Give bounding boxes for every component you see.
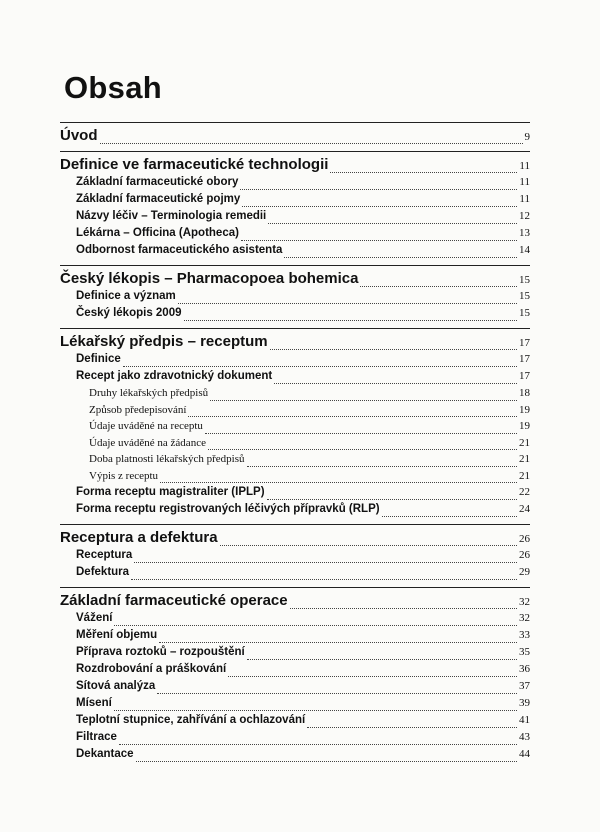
- toc-entry-label: Základní farmaceutické operace: [60, 592, 288, 609]
- dot-leader: [284, 256, 517, 258]
- toc-page-number: 36: [519, 663, 530, 675]
- toc-page-number: 9: [524, 131, 530, 143]
- toc-page-number: 37: [519, 680, 530, 692]
- toc-chapter[interactable]: [60, 525, 530, 549]
- toc-subentry[interactable]: [60, 748, 530, 765]
- toc-entry-label: Filtrace: [76, 731, 117, 743]
- toc-entry-label: Způsob předepisování: [89, 403, 187, 416]
- toc-page-number: 35: [519, 646, 530, 658]
- dot-leader: [210, 399, 517, 401]
- toc-subentry[interactable]: [60, 663, 530, 680]
- toc-entry-label: Rozdrobování a práškování: [76, 663, 227, 675]
- toc-subentry[interactable]: [60, 503, 530, 520]
- toc-entry-label: Sítová analýza: [76, 680, 156, 692]
- toc-subentry[interactable]: [60, 486, 530, 503]
- toc-entry-label: Lékařský předpis – receptum: [60, 333, 268, 350]
- dot-leader: [240, 188, 517, 190]
- toc-page-number: 39: [519, 697, 530, 709]
- toc-entry-label: Názvy léčiv – Terminologia remedii: [76, 210, 267, 222]
- toc-subentry[interactable]: [60, 353, 530, 370]
- toc-page-number: 17: [519, 353, 530, 365]
- toc-entry-label: Dekantace: [76, 748, 134, 760]
- dot-leader: [268, 222, 517, 224]
- toc-entry-label: Příprava roztoků – rozpouštění: [76, 646, 245, 658]
- toc-page-number: 22: [519, 486, 530, 498]
- dot-leader: [307, 726, 517, 728]
- toc-entry-label: Forma receptu registrovaných léčivých přípravků (RLP): [76, 503, 380, 515]
- toc-entry-label: Český lékopis 2009: [76, 307, 182, 319]
- toc-section: [60, 587, 530, 765]
- toc-page-number: 33: [519, 629, 530, 641]
- toc-page-number: 12: [519, 210, 530, 222]
- dot-leader: [360, 285, 517, 287]
- toc-subentry[interactable]: [60, 227, 530, 244]
- toc-chapter[interactable]: [60, 266, 530, 290]
- toc-subentry[interactable]: [60, 290, 530, 307]
- toc-entry-label: Defektura: [76, 566, 130, 578]
- toc-subentry[interactable]: [60, 714, 530, 731]
- toc-chapter[interactable]: [60, 123, 530, 147]
- toc-entry-label: Mísení: [76, 697, 112, 709]
- dot-leader: [178, 302, 517, 304]
- toc-page-number: 32: [519, 612, 530, 624]
- dot-leader: [136, 760, 517, 762]
- toc-page-number: 15: [519, 274, 530, 286]
- dot-leader: [114, 624, 517, 626]
- toc-section: [60, 328, 530, 520]
- toc-subentry[interactable]: [60, 646, 530, 663]
- toc-section: [60, 122, 530, 147]
- toc-page-number: 21: [519, 436, 530, 449]
- dot-leader: [184, 319, 518, 321]
- toc-page-number: 41: [519, 714, 530, 726]
- toc-entry-label: Recept jako zdravotnický dokument: [76, 370, 273, 382]
- toc-subentry[interactable]: [60, 629, 530, 646]
- toc-page-number: 43: [519, 731, 530, 743]
- toc-subentry[interactable]: [60, 307, 530, 324]
- toc-subsubentry[interactable]: [60, 437, 530, 454]
- toc-subsubentry[interactable]: [60, 453, 530, 470]
- dot-leader: [290, 607, 517, 609]
- toc-chapter[interactable]: [60, 329, 530, 353]
- toc-section: [60, 151, 530, 261]
- dot-leader: [220, 544, 517, 546]
- dot-leader: [160, 481, 517, 483]
- toc-page-number: 44: [519, 748, 530, 760]
- dot-leader: [242, 205, 517, 207]
- dot-leader: [188, 415, 517, 417]
- toc-entry-label: Doba platnosti lékařských předpisů: [89, 453, 245, 465]
- toc-page-number: 17: [519, 337, 530, 349]
- dot-leader: [247, 658, 517, 660]
- toc-subentry[interactable]: [60, 549, 530, 566]
- toc-entry-label: Základní farmaceutické obory: [76, 176, 239, 188]
- dot-leader: [157, 692, 517, 694]
- toc-page-number: 13: [519, 227, 530, 239]
- toc-subentry[interactable]: [60, 612, 530, 629]
- toc-entry-label: Základní farmaceutické pojmy: [76, 193, 241, 205]
- toc-page-number: 17: [519, 370, 530, 382]
- toc-entry-label: Definice a význam: [76, 290, 176, 302]
- toc-page-number: 15: [519, 290, 530, 302]
- toc-entry-label: Lékárna – Officina (Apotheca): [76, 227, 239, 239]
- toc-entry-label: Úvod: [60, 127, 98, 144]
- dot-leader: [267, 498, 517, 500]
- table-of-contents: [60, 122, 530, 769]
- toc-page-number: 21: [519, 469, 530, 482]
- toc-page-number: 11: [519, 176, 530, 188]
- dot-leader: [100, 142, 523, 144]
- dot-leader: [228, 675, 517, 677]
- toc-subentry[interactable]: [60, 697, 530, 714]
- toc-page-number: 14: [519, 244, 530, 256]
- toc-subsubentry[interactable]: [60, 387, 530, 404]
- toc-page-number: 24: [519, 503, 530, 515]
- toc-subentry[interactable]: [60, 370, 530, 387]
- toc-subsubentry[interactable]: [60, 404, 530, 421]
- toc-chapter[interactable]: [60, 152, 530, 176]
- toc-page-number: 15: [519, 307, 530, 319]
- dot-leader: [123, 365, 517, 367]
- toc-subentry[interactable]: [60, 566, 530, 583]
- toc-entry-label: Definice: [76, 353, 121, 365]
- toc-entry-label: Definice ve farmaceutické technologii: [60, 156, 329, 173]
- toc-chapter[interactable]: [60, 588, 530, 612]
- toc-entry-label: Údaje uváděné na žádance: [89, 436, 206, 449]
- dot-leader: [208, 448, 517, 450]
- toc-subentry[interactable]: [60, 210, 530, 227]
- toc-entry-label: Údaje uváděné na receptu: [89, 420, 203, 432]
- toc-page-number: 29: [519, 566, 530, 578]
- toc-subentry[interactable]: [60, 176, 530, 193]
- toc-entry-label: Výpis z receptu: [89, 469, 159, 482]
- toc-subentry[interactable]: [60, 244, 530, 261]
- toc-page-number: 21: [519, 453, 530, 465]
- toc-section: [60, 524, 530, 583]
- toc-entry-label: Český lékopis – Pharmacopoea bohemica: [60, 270, 359, 287]
- toc-page-number: 26: [519, 533, 530, 545]
- toc-section: [60, 265, 530, 324]
- toc-subsubentry[interactable]: [60, 420, 530, 437]
- dot-leader: [131, 578, 517, 580]
- dot-leader: [159, 641, 517, 643]
- toc-entry-label: Odbornost farmaceutického asistenta: [76, 244, 283, 256]
- toc-entry-label: Vážení: [76, 612, 113, 624]
- toc-subentry[interactable]: [60, 731, 530, 748]
- page-title: Obsah: [64, 70, 162, 105]
- dot-leader: [241, 239, 517, 241]
- toc-subsubentry[interactable]: [60, 470, 530, 487]
- toc-entry-label: Receptura: [76, 549, 133, 561]
- toc-entry-label: Druhy lékařských předpisů: [89, 387, 209, 399]
- dot-leader: [247, 465, 518, 467]
- dot-leader: [205, 432, 517, 434]
- dot-leader: [330, 171, 517, 173]
- dot-leader: [270, 348, 517, 350]
- toc-subentry[interactable]: [60, 193, 530, 210]
- toc-page-number: 11: [519, 193, 530, 205]
- toc-entry-label: Teplotní stupnice, zahřívání a ochlazování: [76, 714, 306, 726]
- toc-entry-label: Forma receptu magistraliter (IPLP): [76, 486, 265, 498]
- toc-page-number: 19: [519, 420, 530, 432]
- toc-page-number: 19: [519, 403, 530, 416]
- toc-page-number: 26: [519, 549, 530, 561]
- dot-leader: [274, 382, 517, 384]
- toc-entry-label: Receptura a defektura: [60, 529, 218, 546]
- toc-entry-label: Měření objemu: [76, 629, 158, 641]
- dot-leader: [119, 743, 517, 745]
- toc-page-number: 11: [519, 160, 530, 172]
- dot-leader: [114, 709, 517, 711]
- toc-page-number: 32: [519, 596, 530, 608]
- toc-subentry[interactable]: [60, 680, 530, 697]
- dot-leader: [382, 515, 517, 517]
- toc-page-number: 18: [519, 387, 530, 399]
- dot-leader: [134, 561, 517, 563]
